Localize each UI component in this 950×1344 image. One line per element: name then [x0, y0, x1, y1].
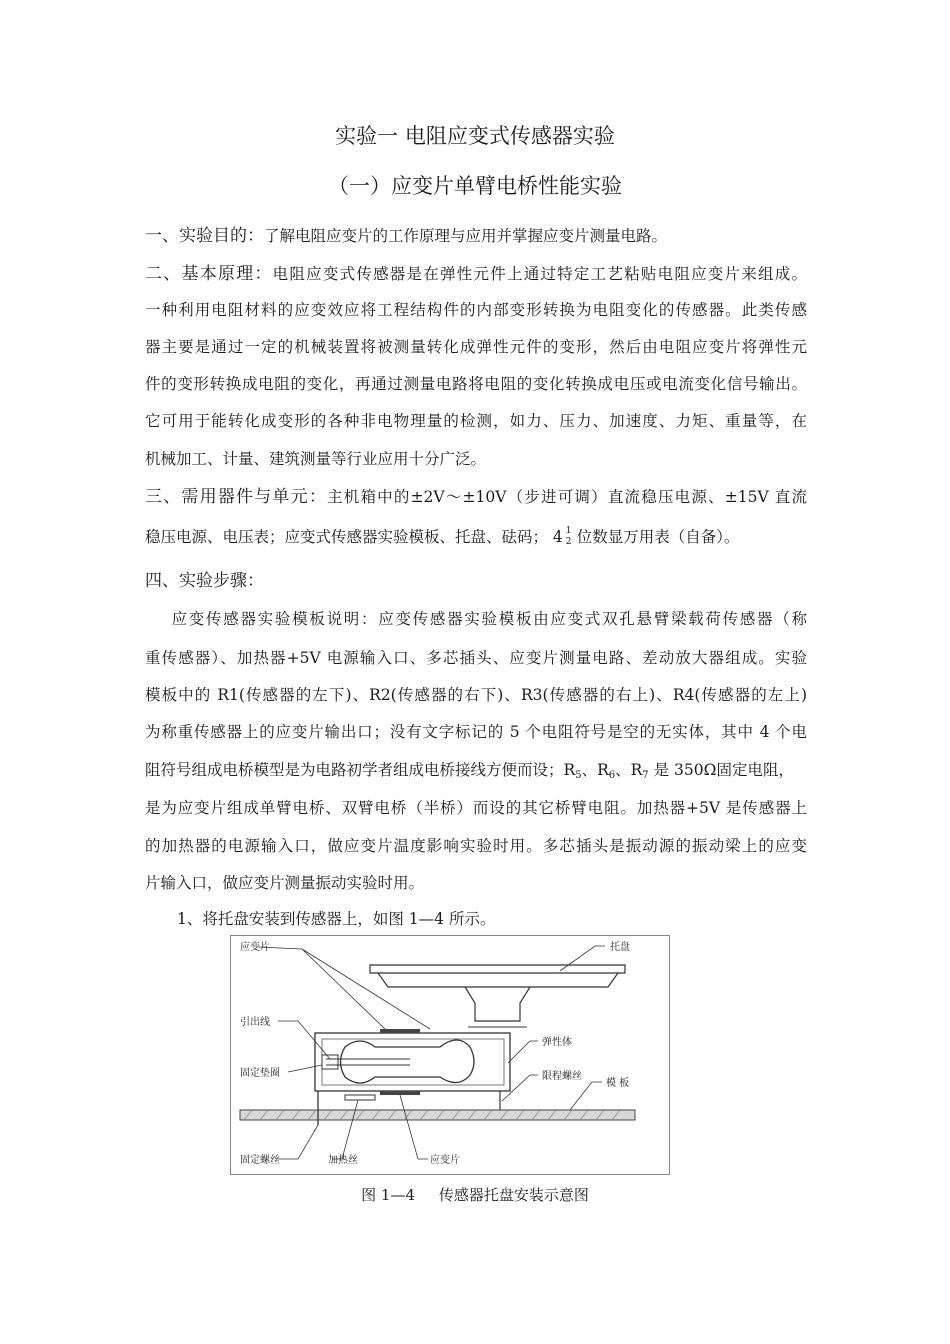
purpose-heading: 一、实验目的：: [145, 226, 264, 246]
leader-template: [570, 1082, 602, 1110]
r-line-b: 、R: [581, 761, 609, 779]
leader-tray: [560, 946, 605, 971]
principle-body-line: 一种利用电阻材料的应变效应将工程结构件的内部变形转换为电阻变化的传感器。此类传感: [145, 301, 807, 319]
purpose-text: 了解电阻应变片的工作原理与应用并掌握应变片测量电路。: [264, 227, 668, 245]
tray-dish: [378, 973, 618, 987]
tray-stem: [465, 987, 530, 1021]
steps-resistor-line: [145, 760, 794, 786]
leader-fixing-screw: [278, 1125, 318, 1159]
fraction-numerator: 1: [565, 526, 572, 536]
purpose-line: [145, 226, 667, 246]
label-heater-wire: 加热丝: [328, 1155, 358, 1166]
principle-first: 电阻应变式传感器是在弹性元件上通过特定工艺粘贴电阻应变片来组成。: [272, 265, 807, 283]
leader-elastic: [508, 1041, 538, 1063]
leader-washer: [288, 1065, 322, 1072]
principle-body-line: 件的变形转换成电阻的变化，再通过测量电路将电阻的变化转换成电压或电流变化信号输出。: [145, 375, 807, 393]
leader-strain-top: [258, 947, 430, 1029]
steps-last-line: 片输入口，做应变片测量振动实验时用。: [145, 874, 425, 892]
equipment-line: [145, 487, 807, 507]
leader-limit-screw: [502, 1075, 538, 1101]
label-limit-screw: 限程螺丝: [542, 1071, 582, 1082]
equipment-first: 主机箱中的±2V～±10V（步进可调）直流稳压电源、±15V 直流: [327, 488, 808, 506]
elastic-body: [315, 1033, 510, 1091]
page-title: 实验一 电阻应变式传感器实验: [335, 124, 615, 148]
equipment-second-b: 位数显万用表（自备）。: [576, 528, 740, 546]
equipment-second-line: [145, 527, 740, 547]
label-tray: 托盘: [610, 942, 630, 953]
steps-body-line: 应变传感器实验模板说明：应变传感器实验模板由应变式双孔悬臂梁载荷传感器（称: [145, 610, 807, 628]
page-subtitle: （一）应变片单臂电桥性能实验: [328, 174, 622, 198]
double-hole: [341, 1040, 475, 1083]
r6-subscript: 6: [608, 770, 616, 781]
r5-subscript: 5: [575, 770, 582, 781]
heater-shape: [345, 1095, 375, 1100]
leader-heater: [332, 1100, 358, 1159]
principle-body-line: 器主要是通过一定的机械装置将被测量转化成弹性元件的变形，然后由电阻应变片将弹性元: [145, 338, 807, 356]
fraction-denominator: 2: [565, 537, 572, 547]
r7-subscript: 7: [642, 770, 649, 781]
principle-heading: 二、基本原理：: [145, 264, 273, 284]
steps-body-line: 的加热器的电源输入口，做应变片温度影响实验时用。多芯插头是振动源的振动梁上的应变: [145, 837, 807, 855]
r-line-d: 是 350Ω固定电阻，: [648, 761, 794, 779]
leader-strain-bottom: [400, 1095, 428, 1159]
r-line-c: 、R: [615, 761, 643, 779]
label-strain-gauge-top: 应变片: [240, 942, 270, 953]
steps-body-line: 重传感器）、加热器+5V 电源输入口、多芯插头、应变片测量电路、差动放大器组成。实验: [145, 649, 807, 667]
steps-body-line: 模板中的 R1(传感器的左下)、R2(传感器的右下)、R3(传感器的右上)、R4(传感器的左上): [145, 686, 807, 704]
fixing-washer-shape: [322, 1055, 338, 1069]
strain-gauge-top-shape: [380, 1029, 420, 1033]
figure-caption: 图 1—4 传感器托盘安装示意图: [361, 1186, 589, 1204]
label-fixing-screw: 固定螺丝: [240, 1155, 280, 1166]
tray-top: [370, 965, 625, 973]
principle-last-line: 机械加工、计量、建筑测量等行业应用十分广泛。: [145, 450, 487, 468]
fraction-half: [563, 527, 577, 547]
step-1: 1、将托盘安装到传感器上，如图 1—4 所示。: [177, 910, 496, 928]
strain-gauge-bottom-shape: [380, 1091, 420, 1095]
figure-svg: [230, 935, 670, 1175]
equipment-heading: 三、需用器件与单元：: [145, 487, 328, 507]
label-template: 模 板: [606, 1078, 630, 1089]
elastic-body-inner: [322, 1039, 504, 1085]
steps-body-line: 为称重传感器上的应变片输出口；没有文字标记的 5 个电阻符号是空的无实体，其中 4 个电: [145, 723, 807, 741]
label-strain-gauge-bottom: 应变片: [430, 1155, 460, 1166]
r-line-a: 阻符号组成电桥模型是为电路初学者组成电桥接线方便而设；R: [145, 761, 576, 779]
tray-installation-figure: [230, 935, 670, 1175]
label-lead-wire: 引出线: [240, 1017, 270, 1028]
principle-line: [145, 264, 807, 284]
steps-heading: 四、实验步骤：: [145, 571, 264, 591]
label-fixing-washer: 固定垫圈: [240, 1068, 280, 1079]
equipment-second-a: 稳压电源、电压表；应变式传感器实验模板、托盘、砝码； 4: [145, 528, 563, 546]
steps-body-line: 是为应变片组成单臂电桥、双臂电桥（半桥）而设的其它桥臂电阻。加热器+5V 是传感器上: [145, 799, 807, 817]
principle-body-line: 它可用于能转化成变形的各种非电物理量的检测，如力、压力、加速度、力矩、重量等，在: [145, 412, 807, 430]
figure-border: [231, 936, 670, 1175]
label-elastic-body: 弹性体: [542, 1037, 572, 1048]
